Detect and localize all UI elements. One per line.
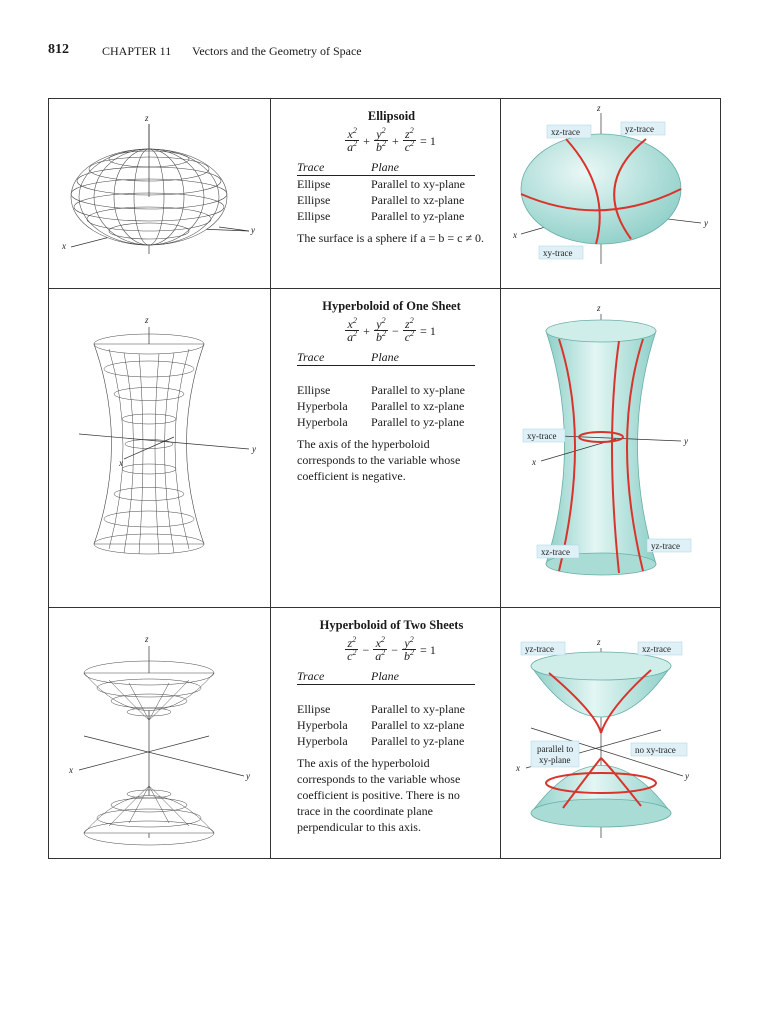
z-axis-label: z [597, 103, 601, 113]
parallel-to-label: parallel to [537, 744, 574, 754]
yz-trace-label: yz-trace [525, 644, 554, 654]
z-axis-label: z [145, 113, 149, 123]
ellipsoid-row [49, 99, 721, 289]
yz-trace-label: yz-trace [625, 124, 654, 134]
two-sheets-title: Hyperboloid of Two Sheets [319, 618, 464, 632]
two-sheets-shaded-cell [501, 608, 721, 859]
ellipsoid-note: The surface is a sphere if a = b = c ≠ 0. [297, 231, 485, 245]
x-axis-label: x [69, 765, 73, 775]
table-row: Ellipse Parallel to xz-plane [297, 193, 465, 207]
page-number: 812 [48, 42, 69, 57]
z-axis-label: z [597, 637, 601, 647]
ellipsoid-shaded-figure [501, 99, 720, 288]
y-axis-label: y [704, 218, 708, 228]
one-sheet-shaded-figure [501, 289, 720, 607]
table-row: Hyperbola Parallel to yz-plane [297, 415, 465, 429]
two-sheets-description-cell [271, 608, 501, 859]
table-row: Ellipse Parallel to xy-plane [297, 383, 465, 397]
two-sheets-equation: $\frac{z^2}{c^2}$ − $\frac{x^2}{a^2}$ − $\frac{y^2}{b^2}$ = 1 [347, 635, 436, 663]
xz-trace-label: xz-trace [642, 644, 671, 654]
no-xy-trace-label: no xy-trace [635, 745, 676, 755]
xy-plane-label: xy-plane [539, 755, 571, 765]
x-axis-label: x [532, 457, 536, 467]
one-sheet-equation: $\frac{x^2}{a^2}$ + $\frac{y^2}{b^2}$ − $\frac{z^2}{c^2}$ = 1 [347, 316, 436, 344]
x-axis-label: x [62, 241, 66, 251]
y-axis-label: y [246, 771, 250, 781]
quadric-surfaces-table [48, 98, 721, 859]
xz-trace-label: xz-trace [541, 547, 570, 557]
ellipsoid-equation: $\frac{x^2}{a^2}$ + $\frac{y^2}{b^2}$ + $\frac{z^2}{c^2}$ = 1 [347, 126, 436, 154]
table-row: Ellipse Parallel to yz-plane [297, 209, 465, 223]
z-axis-label: z [597, 303, 601, 313]
ellipsoid-wireframe-figure [49, 99, 270, 288]
z-axis-label: z [145, 315, 149, 325]
table-row: Ellipse Parallel to xy-plane [297, 177, 465, 191]
two-sheets-shaded-figure [501, 608, 720, 858]
one-sheet-wireframe-figure [49, 289, 270, 607]
one-sheet-shaded-cell [501, 289, 721, 608]
one-sheet-trace-table [297, 349, 475, 430]
y-axis-label: y [252, 444, 256, 454]
table-row: Hyperbola Parallel to xz-plane [297, 718, 465, 732]
x-axis-label: x [516, 763, 520, 773]
two-sheets-note: The axis of the hyperboloid corresponds to the variable whose coefficient is positive. There is no trace in the coordinate plane perpendicular to this axis. [297, 756, 461, 834]
one-sheet-wireframe-cell [49, 289, 271, 608]
xy-trace-label: xy-trace [543, 248, 573, 258]
ellipsoid-description-cell [271, 99, 501, 289]
ellipsoid-trace-table [297, 159, 475, 224]
trace-header: Trace [297, 349, 371, 366]
ellipsoid-wireframe-cell [49, 99, 271, 289]
y-axis-label: y [251, 225, 255, 235]
two-sheets-row [49, 608, 721, 859]
table-row: Hyperbola Parallel to xz-plane [297, 399, 465, 413]
plane-header: Plane [371, 159, 475, 176]
one-sheet-note: The axis of the hyperboloid corresponds to the variable whose coefficient is negative. [297, 437, 461, 483]
chapter-label: CHAPTER 11 [102, 44, 172, 58]
one-sheet-row [49, 289, 721, 608]
two-sheets-wireframe-cell [49, 608, 271, 859]
chapter-title: Vectors and the Geometry of Space [192, 44, 362, 58]
x-axis-label: x [119, 458, 123, 468]
ellipsoid-title: Ellipsoid [367, 109, 416, 123]
plane-header: Plane [371, 668, 475, 685]
y-axis-label: y [685, 771, 689, 781]
one-sheet-title: Hyperboloid of One Sheet [322, 299, 461, 313]
trace-header: Trace [297, 668, 371, 685]
z-axis-label: z [145, 634, 149, 644]
ellipsoid-shaded-cell [501, 99, 721, 289]
two-sheets-wireframe-figure [49, 608, 270, 858]
table-row: Ellipse Parallel to xy-plane [297, 702, 465, 716]
one-sheet-description-cell [271, 289, 501, 608]
table-row: Hyperbola Parallel to yz-plane [297, 734, 465, 748]
y-axis-label: y [684, 436, 688, 446]
xy-trace-label: xy-trace [527, 431, 557, 441]
two-sheets-trace-table [297, 668, 475, 749]
xz-trace-label: xz-trace [551, 127, 580, 137]
x-axis-label: x [513, 230, 517, 240]
plane-header: Plane [371, 349, 475, 366]
trace-header: Trace [297, 159, 371, 176]
yz-trace-label: yz-trace [651, 541, 680, 551]
